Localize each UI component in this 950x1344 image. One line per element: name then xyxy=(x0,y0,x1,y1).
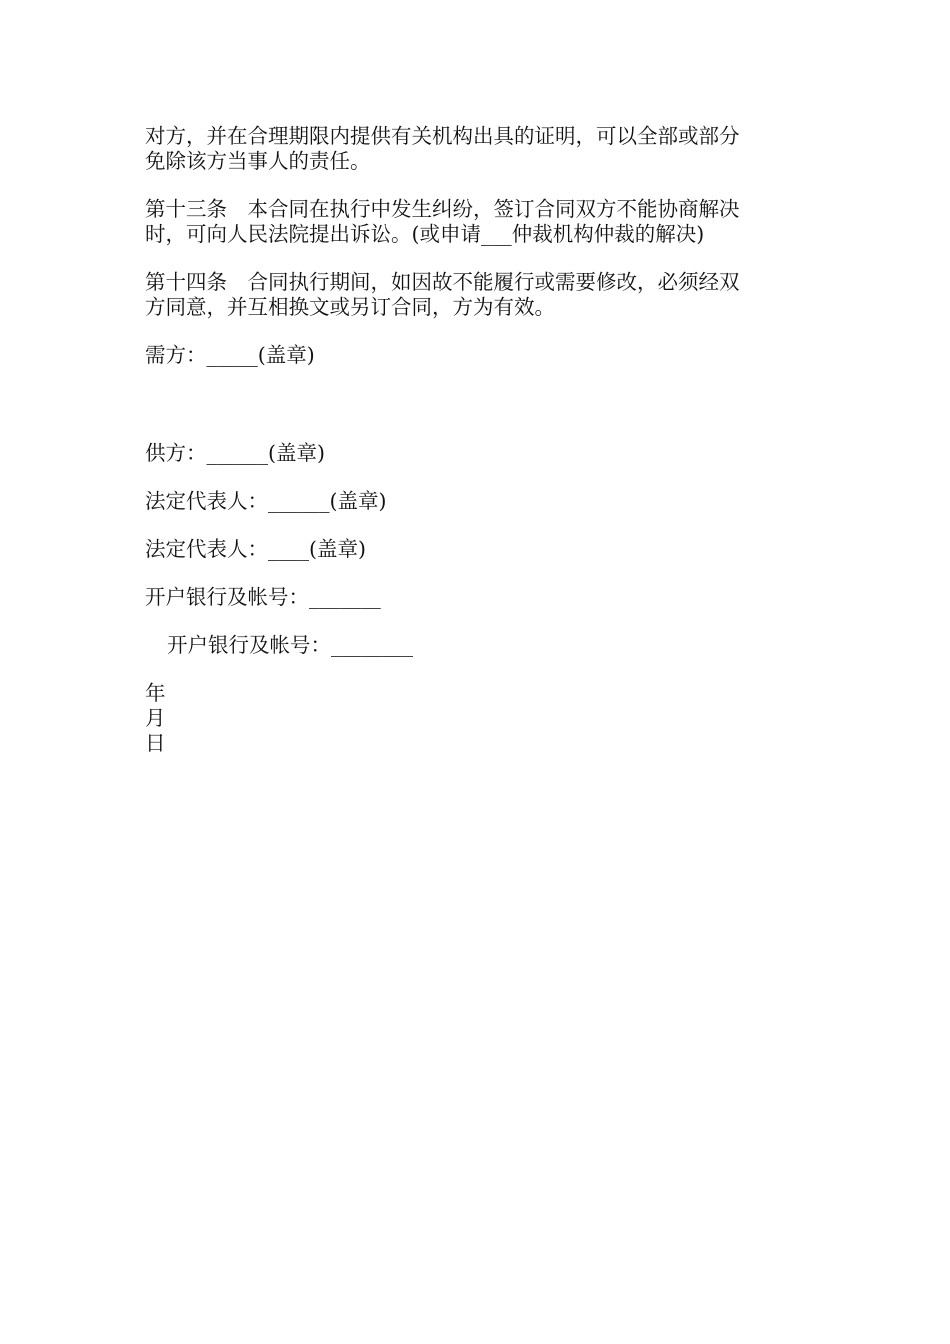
supply-party-line: 供方：______(盖章) xyxy=(145,441,325,465)
text-line: 免除该方当事人的责任。 xyxy=(145,149,371,173)
demand-party-signature xyxy=(145,343,810,368)
legal-representative-1 xyxy=(145,489,810,514)
document-page xyxy=(145,124,810,756)
demand-party-line: 需方：_____(盖章) xyxy=(145,343,315,367)
supply-party-signature xyxy=(145,441,810,466)
text-line: 方同意，并互相换文或另订合同，方为有效。 xyxy=(145,295,555,319)
clause-14-modification xyxy=(145,270,810,320)
bank-account-line: 开户银行及帐号：________ xyxy=(167,633,413,657)
spacer xyxy=(145,391,810,441)
bank-account-line: 开户银行及帐号：_______ xyxy=(145,585,381,609)
text-line: 时，可向人民法院提出诉讼。(或申请___仲裁机构仲裁的解决) xyxy=(145,222,705,246)
legal-representative-2 xyxy=(145,537,810,562)
date-month: 月 xyxy=(145,706,166,730)
text-line: 第十三条 本合同在执行中发生纠纷，签订合同双方不能协商解决 xyxy=(145,197,740,221)
bank-account-2 xyxy=(145,633,810,658)
bank-account-1 xyxy=(145,585,810,610)
text-line: 对方，并在合理期限内提供有关机构出具的证明，可以全部或部分 xyxy=(145,124,740,148)
clause-force-majeure-continuation xyxy=(145,124,810,174)
signing-date xyxy=(145,681,810,756)
legal-rep-line: 法定代表人：______(盖章) xyxy=(145,489,387,513)
legal-rep-line: 法定代表人：____(盖章) xyxy=(145,537,366,561)
text-line: 第十四条 合同执行期间，如因故不能履行或需要修改，必须经双 xyxy=(145,270,740,294)
date-day: 日 xyxy=(145,731,166,755)
clause-13-dispute xyxy=(145,197,810,247)
date-year: 年 xyxy=(145,681,166,705)
